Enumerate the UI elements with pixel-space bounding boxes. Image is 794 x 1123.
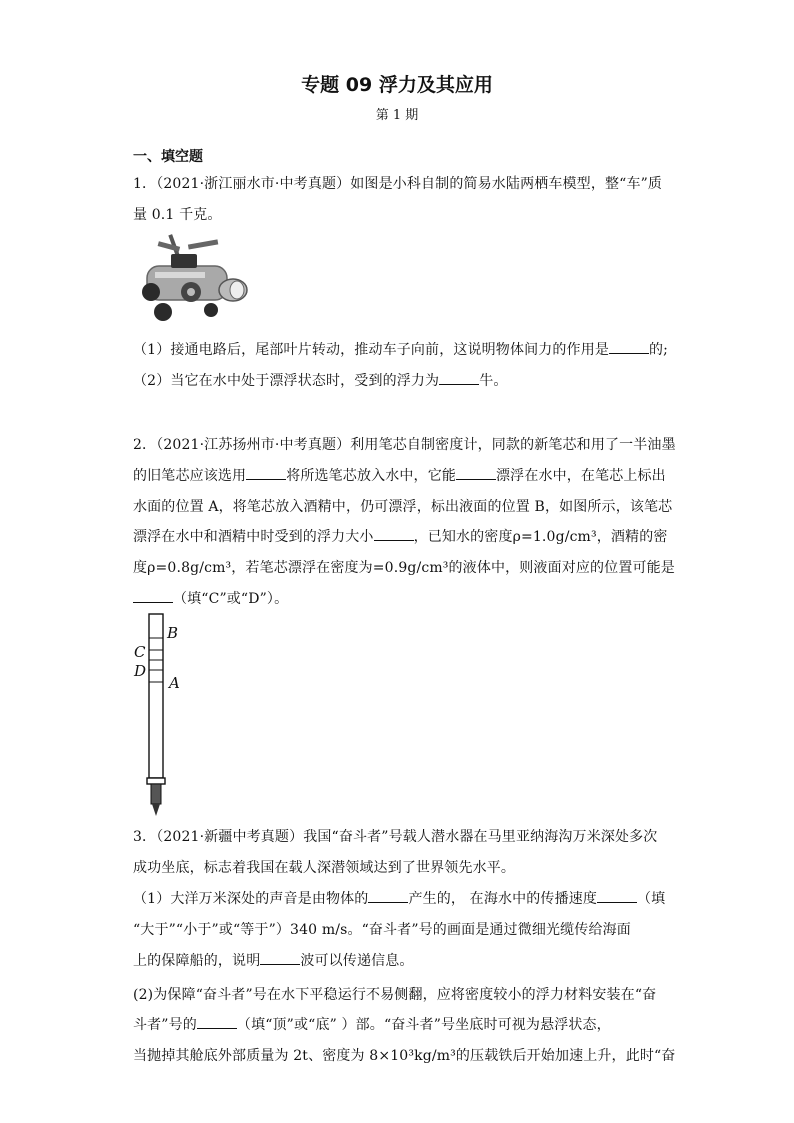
q3-line-7	[133, 1014, 611, 1034]
q2-line-4	[133, 526, 668, 546]
q1-line-2: 量 0.1 千克。	[133, 207, 222, 223]
mark-label-b: B	[167, 624, 179, 642]
q1-sub-1-text-b: 的;	[649, 342, 669, 358]
q3-line-1: 3．（2021·新疆中考真题）我国“奋斗者”号载人潜水器在马里亚纳海沟万米深处多次	[133, 829, 658, 845]
answer-blank[interactable]	[597, 890, 637, 903]
q2-line-4-a: 漂浮在水中和酒精中时受到的浮力大小	[133, 529, 374, 545]
q2-line-6-text: （填“C”或“D”）。	[173, 591, 289, 607]
q1-sub-2	[133, 370, 508, 390]
q1-sub-2-text-b: 牛。	[479, 373, 508, 389]
q3-line-2: 成功坐底，标志着我国在载人深潜领域达到了世界领先水平。	[133, 860, 516, 876]
mark-label-d: D	[134, 662, 147, 680]
issue-label: 第 1 期	[375, 108, 419, 123]
q2-line-6	[133, 588, 288, 608]
q3-line-3	[133, 888, 665, 908]
q3-line-3-c: （填	[637, 891, 666, 907]
answer-blank[interactable]	[456, 467, 496, 480]
q1-sub-1	[133, 339, 668, 359]
answer-blank[interactable]	[609, 341, 649, 354]
q1-sub-1-text-a: （1）接通电路后，尾部叶片转动，推动车子向前，这说明物体间力的作用是	[133, 342, 610, 358]
mark-label-a: A	[169, 674, 180, 692]
q3-line-5-a: 上的保障船的，说明	[133, 953, 261, 969]
q2-line-4-b: ，已知水的密度ρ=1.0g/cm³，酒精的密	[413, 529, 668, 545]
q3-line-5	[133, 950, 414, 970]
answer-blank[interactable]	[197, 1016, 237, 1029]
answer-blank[interactable]	[439, 372, 479, 385]
q2-line-2-c: 漂浮在水中，在笔芯上标出	[496, 468, 666, 484]
q3-line-3-a: （1）大洋万米深处的声音是由物体的	[133, 891, 369, 907]
amphibious-car-image	[133, 232, 253, 324]
q3-line-8: 当抛掉其舱底外部质量为 2t、密度为 8×10³kg/m³的压载铁后开始加速上升，此时“奋	[133, 1048, 676, 1064]
q3-line-6: (2)为保障“奋斗者”号在水下平稳运行不易侧翻，应将密度较小的浮力材料安装在“奋	[133, 987, 657, 1003]
q2-line-1: 2．（2021·江苏扬州市·中考真题）利用笔芯自制密度计，同款的新笔芯和用了一半油墨	[133, 437, 676, 453]
answer-blank[interactable]	[260, 952, 300, 965]
section-heading: 一、填空题	[133, 149, 203, 165]
q2-line-5: 度ρ=0.8g/cm³，若笔芯漂浮在密度为=0.9g/cm³的液体中，则液面对应的位置可能是	[133, 560, 675, 576]
q3-line-7-a: 斗者”号的	[133, 1017, 197, 1033]
answer-blank[interactable]	[374, 528, 414, 541]
q3-line-4: “大于”“小于”或“等于”）340 m/s。“奋斗者”号的画面是通过微细光缆传给海面	[133, 922, 631, 938]
q1-line-1: 1．（2021·浙江丽水市·中考真题）如图是小科自制的简易水陆两栖车模型，整“车”质	[133, 176, 663, 192]
answer-blank[interactable]	[133, 590, 173, 603]
answer-blank[interactable]	[368, 890, 408, 903]
q2-line-2	[133, 465, 666, 485]
q3-line-7-b: （填“顶”或“底” ）部。“奋斗者”号坐底时可视为悬浮状态，	[236, 1017, 611, 1033]
q2-line-2-a: 的旧笔芯应该选用	[133, 468, 247, 484]
q2-line-3: 水面的位置 A，将笔芯放入酒精中，仍可漂浮，标出液面的位置 B，如图所示，该笔芯	[133, 499, 673, 515]
q1-sub-2-text-a: （2）当它在水中处于漂浮状态时，受到的浮力为	[133, 373, 440, 389]
answer-blank[interactable]	[246, 467, 286, 480]
q2-line-2-b: 将所选笔芯放入水中，它能	[286, 468, 457, 484]
page-title: 专题 09 浮力及其应用	[301, 74, 493, 96]
q3-line-5-b: 波可以传递信息。	[300, 953, 414, 969]
mark-label-c: C	[134, 643, 146, 661]
q3-line-3-b: 产生的， 在海水中的传播速度	[408, 891, 598, 907]
